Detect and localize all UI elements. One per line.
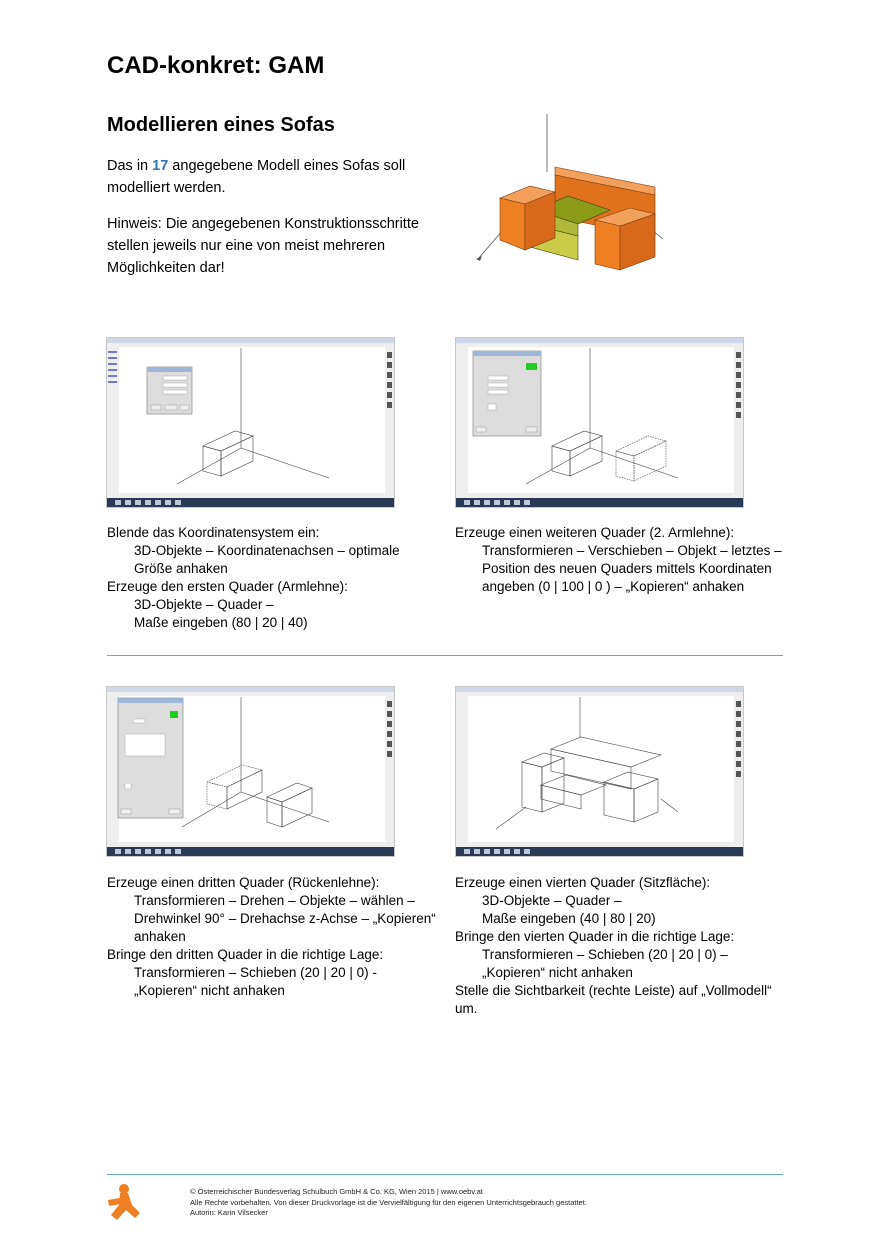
step-line-indented: Transformieren – Verschieben – Objekt – letztes – Position des neuen Quaders mittels Koordinaten angeben (0 | 100 | 0 ) – „Kopieren“ anhaken	[482, 543, 782, 594]
cad-window-illustration	[456, 338, 743, 507]
step-line-indented: 3D-Objekte – Koordinatenachsen – optimale Größe anhaken	[134, 543, 400, 576]
step-line-indented: Transformieren – Schieben (20 | 20 | 0) – „Kopieren“ nicht anhaken	[482, 947, 728, 980]
step-line-indented: Maße eingeben (80 | 20 | 40)	[134, 615, 308, 630]
axis-arrow-icon	[476, 256, 482, 261]
left-armrest-front	[500, 198, 525, 250]
page-title: CAD-konkret: GAM	[107, 52, 325, 79]
intro-text	[107, 155, 447, 293]
oebv-logo-icon	[104, 1183, 144, 1223]
footer	[190, 1187, 587, 1219]
step-3-instructions	[107, 874, 437, 1000]
intro-text-part: angegebene Modell eines Sofas soll modelliert werden.	[107, 158, 406, 196]
step-line-indented: 3D-Objekte – Quader –	[482, 893, 622, 908]
step-line: Blende das Koordinatensystem ein:	[107, 525, 320, 540]
step-4-instructions	[455, 874, 785, 1018]
footer-rights: Alle Rechte vorbehalten. Von dieser Druckvorlage ist die Vervielfältigung für den eigenen Unterrichtsgebrauch gestattet.	[190, 1197, 587, 1207]
divider	[107, 655, 783, 656]
cad-window-illustration	[107, 338, 394, 507]
right-armrest-front	[595, 220, 620, 270]
screenshot-step-1	[106, 337, 395, 508]
step-line: Erzeuge einen weiteren Quader (2. Armlehne):	[455, 525, 735, 540]
sofa-model-illustration	[470, 112, 670, 274]
step-line-indented: Transformieren – Drehen – Objekte – wählen – Drehwinkel 90° – Drehachse z-Achse – „Kopieren“ anhaken	[134, 893, 436, 944]
step-line: Bringe den dritten Quader in die richtige Lage:	[107, 947, 384, 962]
reference-link[interactable]: 17	[152, 158, 169, 174]
screenshot-step-2	[455, 337, 744, 508]
step-line: Bringe den vierten Quader in die richtige Lage:	[455, 929, 735, 944]
screenshot-step-3	[106, 686, 395, 857]
intro-text-part: Das in	[107, 158, 153, 174]
intro-paragraph	[107, 155, 447, 199]
footer-copyright: © Österreichischer Bundesverlag Schulbuch GmbH & Co. KG, Wien 2015 | www.oebv.at	[190, 1187, 483, 1196]
step-line: Stelle die Sichtbarkeit (rechte Leiste) auf „Vollmodell“ um.	[455, 983, 772, 1016]
cad-window-illustration	[107, 687, 394, 856]
hint-paragraph: Hinweis: Die angegebenen Konstruktionsschritte stellen jeweils nur eine von meist mehreren Möglichkeiten dar!	[107, 216, 419, 276]
step-2-instructions	[455, 524, 785, 596]
section-title: Modellieren eines Sofas	[107, 114, 335, 136]
step-line-indented: Maße eingeben (40 | 80 | 20)	[482, 911, 656, 926]
step-1-instructions	[107, 524, 437, 632]
footer-author: Autorin: Karin Vilsecker	[190, 1208, 268, 1217]
step-line-indented: Transformieren – Schieben (20 | 20 | 0) - „Kopieren“ nicht anhaken	[134, 965, 377, 998]
step-line: Erzeuge den ersten Quader (Armlehne):	[107, 579, 348, 594]
footer-divider	[107, 1174, 783, 1175]
step-line: Erzeuge einen vierten Quader (Sitzfläche):	[455, 875, 711, 890]
cad-window-illustration	[456, 687, 743, 856]
step-line: Erzeuge einen dritten Quader (Rückenlehne):	[107, 875, 380, 890]
step-line-indented: 3D-Objekte – Quader –	[134, 597, 274, 612]
screenshot-step-4	[455, 686, 744, 857]
